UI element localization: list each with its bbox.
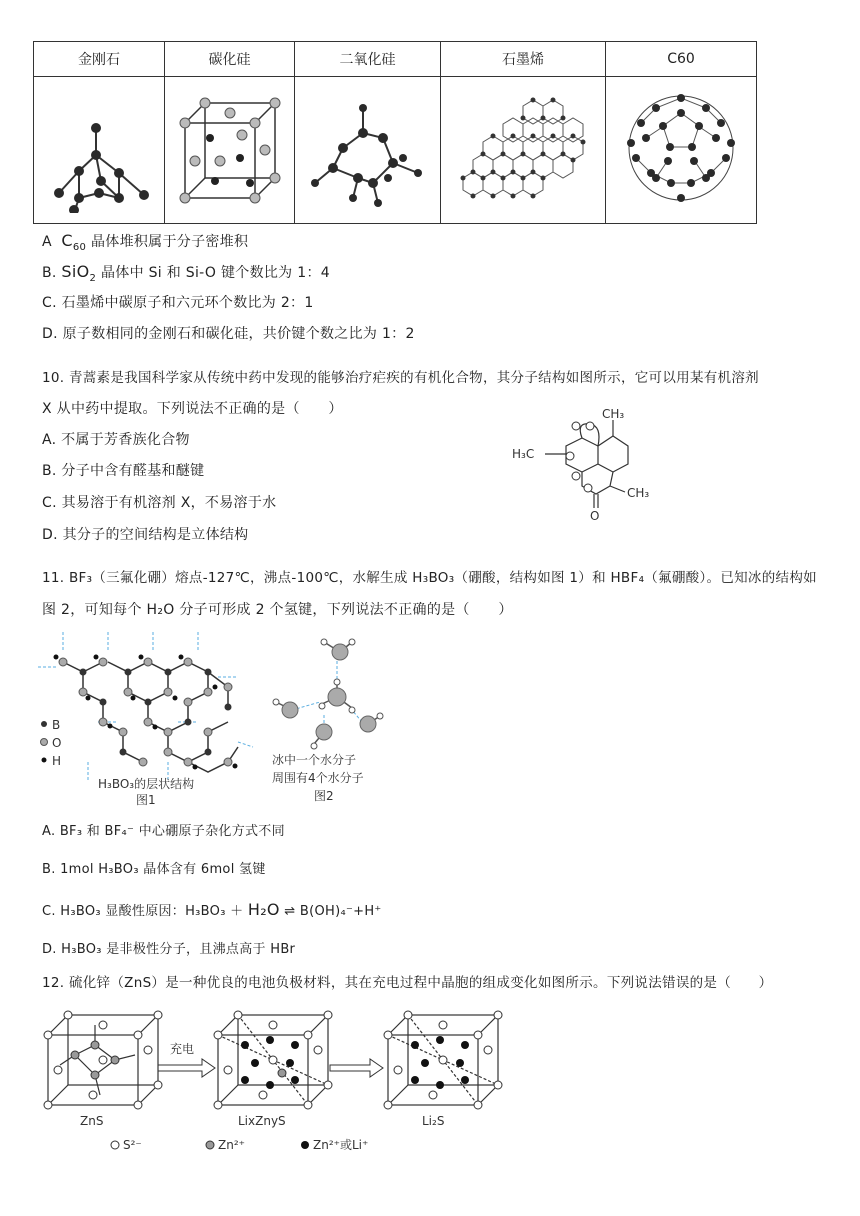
legend-b: B: [52, 718, 61, 732]
q10-option-a: A. 不属于芳香族化合物: [42, 432, 190, 448]
h3bo3-layer-figure: [38, 632, 258, 810]
sic-figure: [165, 77, 295, 224]
q10-option-b: B. 分子中含有醛基和醚键: [42, 463, 205, 479]
fig2-caption-line2: 周围有4个水分子: [272, 771, 364, 785]
q11-stem-line2: 图 2，可知每个 H₂O 分子可形成 2 个氢键，下列说法不正确的是（ ）: [42, 602, 513, 618]
fig1-name: 图1: [136, 793, 156, 807]
fig2-name: 图2: [314, 789, 334, 803]
zns-cell-figure: [40, 1005, 510, 1155]
ice-structure-figure: [262, 632, 392, 810]
c60-figure: [606, 77, 757, 224]
q9-option-b: B. SiO$_2$ 晶体中 Si 和 Si-O 键个数比为 1：4: [42, 262, 330, 284]
charge-arrow-label: 充电: [170, 1042, 195, 1056]
cell1-label: ZnS: [80, 1114, 104, 1128]
q9-option-c: C. 石墨烯中碳原子和六元环个数比为 2：1: [42, 295, 314, 311]
q11-option-d: D. H₃BO₃ 是非极性分子，且沸点高于 HBr: [42, 942, 296, 957]
q11-option-b: B. 1mol H₃BO₃ 晶体含有 6mol 氢键: [42, 862, 266, 877]
cell2-label: LixZnyS: [238, 1114, 286, 1128]
q10-option-c: C. 其易溶于有机溶剂 X，不易溶于水: [42, 495, 277, 511]
graphene-figure: [441, 77, 606, 224]
o-bottom-label: O: [590, 509, 600, 522]
q12-stem: 12. 硫化锌（ZnS）是一种优良的电池负极材料，其在充电过程中晶胞的组成变化如图所示。下列说法错误的是（ ）: [42, 975, 773, 991]
q11-option-a: A. BF₃ 和 BF₄⁻ 中心硼原子杂化方式不同: [42, 824, 285, 839]
header-graphene: 石墨烯: [441, 42, 606, 77]
q11-option-c: C. H₃BO₃ 显酸性原因：H₃BO₃ ＋ H₂O ⇌ B(OH)₄⁻+H⁺: [42, 900, 382, 919]
fig1-caption: H₃BO₃的层状结构: [98, 777, 195, 791]
sio2-figure: [295, 77, 441, 224]
crystal-structure-table: [33, 41, 757, 224]
diamond-figure: [34, 77, 165, 224]
legend-zn-or-li: Zn²⁺或Li⁺: [313, 1138, 369, 1152]
header-sio2: 二氧化硅: [295, 42, 441, 77]
q10-stem-line2: X 从中药中提取。下列说法不正确的是（ ）: [42, 401, 343, 417]
header-diamond: 金刚石: [34, 42, 165, 77]
header-c60: C60: [606, 42, 757, 77]
q11-stem-line1: 11. BF₃（三氟化硼）熔点-127℃，沸点-100℃，水解生成 H₃BO₃（硼酸，结构如图 1）和 HBF₄（氟硼酸）。已知冰的结构如: [42, 570, 817, 586]
q10-option-d: D. 其分子的空间结构是立体结构: [42, 527, 249, 543]
header-sic: 碳化硅: [165, 42, 295, 77]
q9-option-d: D. 原子数相同的金刚石和碳化硅，共价键个数之比为 1：2: [42, 326, 415, 342]
legend-s2: S²⁻: [123, 1138, 142, 1152]
legend-o: O: [52, 736, 62, 750]
h3c-left-label: H₃C: [512, 447, 535, 461]
legend-h: H: [52, 754, 62, 768]
ch3-top-label: CH₃: [602, 407, 625, 421]
q9-option-a: A $C_{60}$ 晶体堆积属于分子密堆积: [42, 231, 249, 253]
legend-zn: Zn²⁺: [218, 1138, 245, 1152]
fig2-caption-line1: 冰中一个水分子: [272, 753, 357, 767]
q10-stem-line1: 10. 青蒿素是我国科学家从传统中药中发现的能够治疗疟疾的有机化合物，其分子结构如图所示，它可以用某有机溶剂: [42, 370, 759, 386]
cell3-label: Li₂S: [422, 1114, 445, 1128]
ch3-right-label: CH₃: [627, 486, 650, 500]
artemisinin-structure: [510, 402, 680, 522]
